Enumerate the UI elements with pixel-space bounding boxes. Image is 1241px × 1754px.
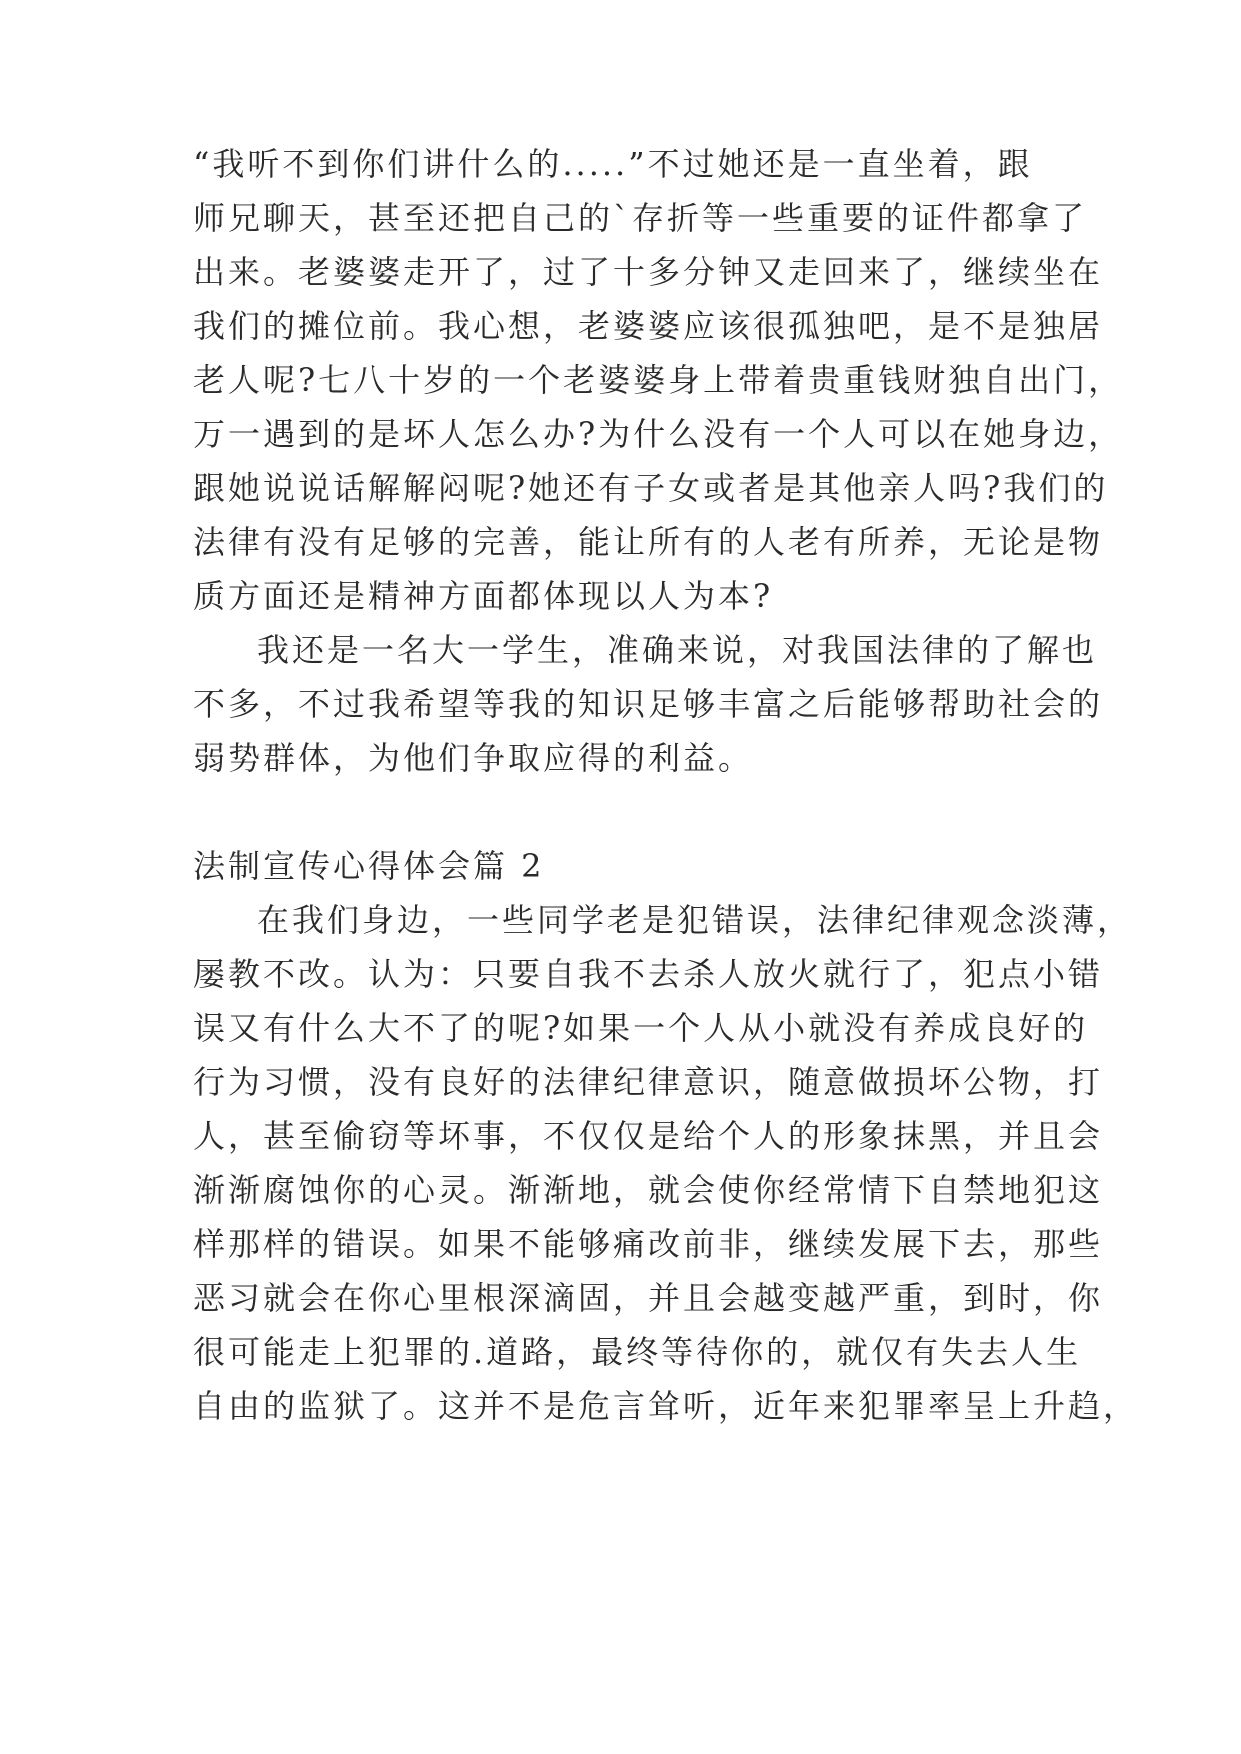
paragraph-2-line-3: 弱势群体，为他们争取应得的利益。 <box>193 739 754 777</box>
paragraph-1-line-7: 跟她说说话解解闷呢?她还有子女或者是其他亲人吗?我们的 <box>193 469 1109 507</box>
paragraph-3-line-6: 渐渐腐蚀你的心灵。渐渐地，就会使你经常情下自禁地犯这 <box>193 1171 1104 1209</box>
paragraph-3-line-3: 误又有什么大不了的呢?如果一个人从小就没有养成良好的 <box>193 1009 1089 1047</box>
paragraph-1-line-1: “我听不到你们讲什么的.....”不过她还是一直坐着，跟 <box>193 145 1033 183</box>
paragraph-2-line-2: 不多，不过我希望等我的知识足够丰富之后能够帮助社会的 <box>193 685 1104 723</box>
paragraph-1-line-8: 法律有没有足够的完善，能让所有的人老有所养，无论是物 <box>193 523 1104 561</box>
paragraph-3-line-5: 人，甚至偷窃等坏事，不仅仅是给个人的形象抹黑，并且会 <box>193 1117 1104 1155</box>
paragraph-3-line-8: 恶习就会在你心里根深滴固，并且会越变越严重，到时，你 <box>193 1279 1104 1317</box>
paragraph-3-line-7: 样那样的错误。如果不能够痛改前非，继续发展下去，那些 <box>193 1225 1104 1263</box>
paragraph-3-line-2: 屡教不改。认为：只要自我不去杀人放火就行了，犯点小错 <box>193 955 1104 993</box>
paragraph-3-line-4: 行为习惯，没有良好的法律纪律意识，随意做损坏公物，打 <box>193 1063 1104 1101</box>
paragraph-3-line-1: 在我们身边，一些同学老是犯错误，法律纪律观念淡薄， <box>257 901 1133 939</box>
paragraph-1-line-6: 万一遇到的是坏人怎么办?为什么没有一个人可以在她身边， <box>193 415 1124 453</box>
paragraph-3-line-10: 自由的监狱了。这并不是危言耸听，近年来犯罪率呈上升趋， <box>193 1387 1139 1425</box>
paragraph-1-line-9: 质方面还是精神方面都体现以人为本? <box>193 577 774 615</box>
paragraph-1-line-5: 老人呢?七八十岁的一个老婆婆身上带着贵重钱财独自出门， <box>193 361 1124 399</box>
section-title: 法制宣传心得体会篇 2 <box>193 847 545 885</box>
paragraph-3-line-9: 很可能走上犯罪的.道路，最终等待你的，就仅有失去人生 <box>193 1333 1082 1371</box>
paragraph-1-line-3: 出来。老婆婆走开了，过了十多分钟又走回来了，继续坐在 <box>193 253 1104 291</box>
paragraph-1-line-4: 我们的摊位前。我心想，老婆婆应该很孤独吧，是不是独居 <box>193 307 1104 345</box>
paragraph-2-line-1: 我还是一名大一学生，准确来说，对我国法律的了解也 <box>257 631 1098 669</box>
paragraph-1-line-2: 师兄聊天，甚至还把自己的`存折等一些重要的证件都拿了 <box>193 199 1088 237</box>
